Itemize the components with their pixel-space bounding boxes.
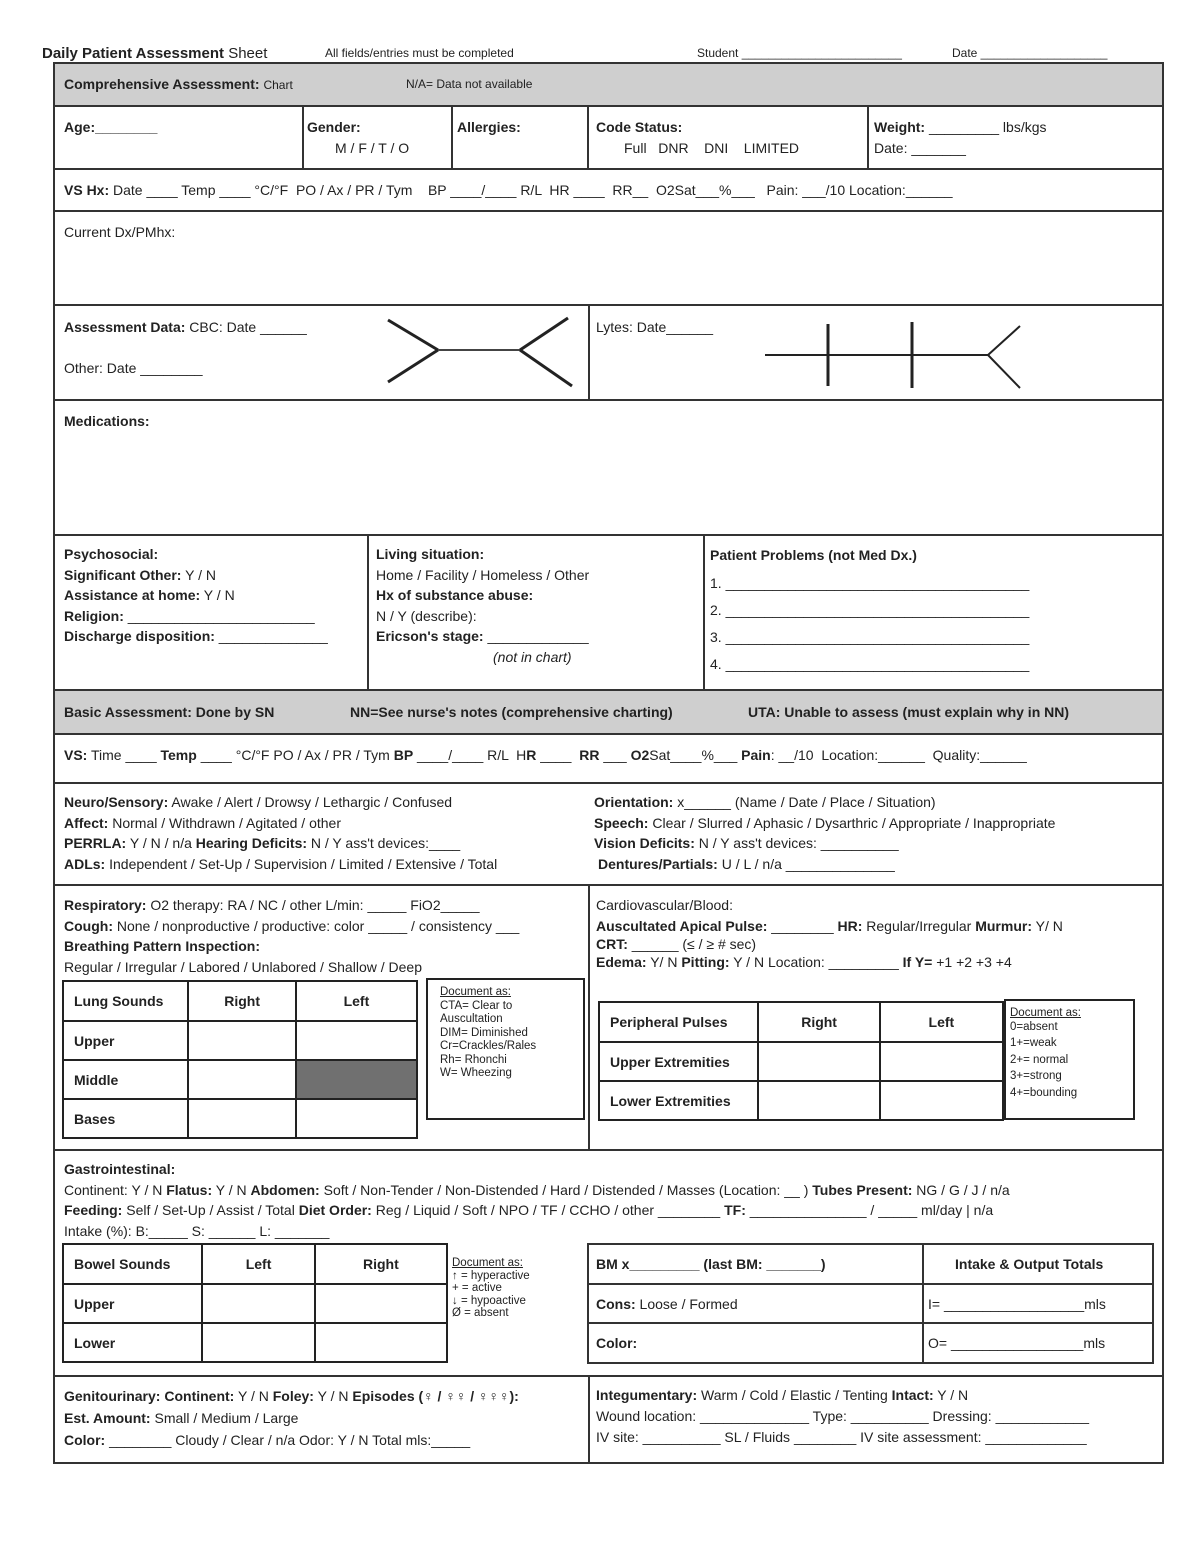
speech-field[interactable]: Speech: Clear / Slurred / Aphasic / Dysarthric / Appropriate / Inappropriate: [594, 814, 1056, 831]
integ-row-1[interactable]: Integumentary: Warm / Cold / Elastic / Tenting Intact: Y / N: [596, 1387, 969, 1403]
cough-field[interactable]: Cough: None / nonproductive / productive: color _____ / consistency ___: [64, 917, 520, 934]
medications-label[interactable]: Medications:: [64, 413, 150, 429]
not-in-chart-note: (not in chart): [493, 648, 572, 665]
bm-field[interactable]: BM x_________ (last BM: _______): [596, 1256, 826, 1272]
problem-3[interactable]: 3. _______________________________________: [710, 629, 1030, 645]
lung-row-label: Middle: [63, 1060, 188, 1099]
breathing-pattern-label: Breathing Pattern Inspection:: [64, 938, 261, 954]
lung-sounds-table: [62, 980, 418, 1139]
pulse-header: Peripheral Pulses: [599, 1002, 758, 1042]
iv-field[interactable]: IV site: __________ SL / Fluids ________ IV site assessment: _____________: [596, 1429, 1087, 1445]
gi-feeding-row[interactable]: Feeding: Self / Set-Up / Assist / Total Diet Order: Reg / Liquid / Soft / NPO / TF / CCHO / other ________ TF: _______________ / _____ ml/day | n/a: [64, 1202, 994, 1218]
lytes-field[interactable]: Lytes: Date______: [596, 319, 714, 335]
bowel-header: Left: [202, 1244, 314, 1284]
crt-field[interactable]: CRT: ______ (≤ / ≥ # sec): [596, 936, 757, 952]
gu-block: [64, 1385, 519, 1451]
bowel-header: Right: [315, 1244, 447, 1284]
io-title: Intake & Output Totals: [955, 1256, 1104, 1272]
apical-pulse-field[interactable]: Auscultated Apical Pulse: ________ HR: Regular/Irregular Murmur: Y/ N: [596, 917, 1063, 934]
affect-field[interactable]: Affect: Normal / Withdrawn / Agitated / other: [64, 814, 341, 831]
lung-header: Left: [296, 981, 417, 1021]
pulse-lower-left-cell[interactable]: [880, 1081, 1003, 1120]
vision-field[interactable]: Vision Deficits: N / Y ass't devices: __________: [594, 835, 899, 851]
cons-field[interactable]: Cons: Loose / Formed: [596, 1296, 738, 1312]
comprehensive-label: Comprehensive Assessment: Chart: [64, 76, 293, 92]
basic-label: Basic Assessment: Done by SN: [64, 704, 275, 720]
peripheral-pulses-table: [598, 1001, 1004, 1121]
significant-other-field[interactable]: Significant Other: Y / N: [64, 566, 216, 583]
lung-row-label: Upper: [63, 1021, 188, 1060]
gi-intake-row[interactable]: Intake (%): B:_____ S: ______ L: _______: [64, 1222, 330, 1239]
gi-continent-row[interactable]: Continent: Y / N Flatus: Y / N Abdomen: Soft / Non-Tender / Non-Distended / Hard / Distended / Masses (Location: __ ) Tubes Present: NG / G / J / n/a: [64, 1181, 1010, 1198]
neuro-field[interactable]: Neuro/Sensory: Awake / Alert / Drowsy / Lethargic / Confused: [64, 794, 453, 810]
pulse-row-label: Upper Extremities: [599, 1042, 758, 1081]
pulse-lower-right-cell[interactable]: [758, 1081, 879, 1120]
bowel-lower-left-cell[interactable]: [202, 1323, 314, 1362]
perrla-field[interactable]: PERRLA: Y / N / n/a Hearing Deficits: N / Y ass't devices:____: [64, 835, 461, 851]
cbc-fishbone-icon: [380, 312, 580, 392]
output-total-field[interactable]: O= _________________mls: [928, 1335, 1106, 1351]
form-title: Daily Patient Assessment Sheet: [42, 45, 268, 62]
gu-color-row[interactable]: Color: ________ Cloudy / Clear / n/a Odor: Y / N Total mls:_____: [64, 1432, 471, 1448]
neuro-left-block: [64, 792, 497, 874]
bowel-header: Bowel Sounds: [63, 1244, 202, 1284]
psychosocial-title: Psychosocial:: [64, 546, 159, 562]
intake-total-field[interactable]: I= __________________mls: [928, 1296, 1106, 1312]
other-date-field[interactable]: Other: Date ________: [64, 360, 203, 376]
bowel-sounds-table: [62, 1243, 448, 1363]
pulse-upper-left-cell[interactable]: [880, 1042, 1003, 1081]
orientation-field[interactable]: Orientation: x______ (Name / Date / Place / Situation): [594, 794, 936, 810]
lytes-fishbone-icon: [760, 318, 1030, 393]
lung-row-label: Bases: [63, 1099, 188, 1138]
lung-header: Right: [188, 981, 295, 1021]
header-note: All fields/entries must be completed: [325, 46, 514, 60]
adl-field[interactable]: ADLs: Independent / Set-Up / Supervision / Limited / Extensive / Total: [64, 855, 498, 872]
pulse-upper-right-cell[interactable]: [758, 1042, 879, 1081]
living-block: [376, 544, 589, 667]
respiratory-block: [64, 895, 519, 977]
lung-upper-left-cell[interactable]: [296, 1021, 417, 1060]
pulse-header: Right: [758, 1002, 879, 1042]
weight-date-field[interactable]: Date: _______: [874, 140, 966, 156]
problem-4[interactable]: 4. _______________________________________: [710, 656, 1030, 672]
problem-1[interactable]: 1. _______________________________________: [710, 575, 1030, 591]
gender-options[interactable]: M / F / T / O: [335, 140, 410, 156]
wound-field[interactable]: Wound location: ______________ Type: __________ Dressing: ____________: [596, 1408, 1090, 1424]
cardio-block: [596, 895, 1063, 973]
nn-note: NN=See nurse's notes (comprehensive charting): [350, 704, 673, 720]
bowel-lower-right-cell[interactable]: [315, 1323, 447, 1362]
discharge-field[interactable]: Discharge disposition: ______________: [64, 628, 328, 644]
bowel-upper-right-cell[interactable]: [315, 1284, 447, 1323]
student-field[interactable]: Student ________________________: [697, 46, 902, 60]
lung-legend: Document as: CTA= Clear to Auscultation DIM= Diminished Cr=Crackles/Rales Rh= Rhonchi W= Wheezing: [426, 978, 585, 1120]
substance-label: Hx of substance abuse:: [376, 587, 534, 603]
bowel-row-label: Lower: [63, 1323, 202, 1362]
breathing-pattern-options[interactable]: Regular / Irregular / Labored / Unlabored / Shallow / Deep: [64, 958, 422, 975]
lung-middle-left-shaded-cell: [296, 1060, 417, 1099]
bm-color-field[interactable]: Color:: [596, 1335, 638, 1351]
code-status-label: Code Status:: [596, 119, 683, 135]
bowel-row-label: Upper: [63, 1284, 202, 1323]
living-options[interactable]: Home / Facility / Homeless / Other: [376, 566, 590, 583]
current-dx-label[interactable]: Current Dx/PMhx:: [64, 224, 176, 240]
substance-field[interactable]: N / Y (describe):: [376, 607, 477, 624]
lung-middle-right-cell[interactable]: [188, 1060, 295, 1099]
gi-block: [64, 1159, 1010, 1241]
lung-bases-right-cell[interactable]: [188, 1099, 295, 1138]
dentures-field[interactable]: Dentures/Partials: U / L / n/a ______________: [598, 855, 895, 872]
living-title: Living situation:: [376, 546, 485, 562]
gu-row-1[interactable]: Genitourinary: Continent: Y / N Foley: Y / N Episodes (♀ / ♀♀ / ♀♀♀):: [64, 1388, 519, 1404]
o2-therapy-field[interactable]: Respiratory: O2 therapy: RA / NC / other L/min: _____ FiO2_____: [64, 897, 480, 913]
vs-hx-row[interactable]: VS Hx: Date ____ Temp ____ °C/°F PO / Ax / PR / Tym BP ____/____ R/L HR ____ RR__ O2Sat___%___ Pain: ___/10 Location:______: [64, 182, 953, 198]
pulse-row-label: Lower Extremities: [599, 1081, 758, 1120]
ericson-field[interactable]: Ericson's stage: _____________: [376, 628, 589, 644]
code-status-options[interactable]: Full DNR DNI LIMITED: [624, 140, 800, 156]
pulse-header: Left: [880, 1002, 1003, 1042]
lung-bases-left-cell[interactable]: [296, 1099, 417, 1138]
assistance-field[interactable]: Assistance at home: Y / N: [64, 587, 235, 603]
bowel-legend: Document as: ↑ = hyperactive + = active ↓ = hypoactive Ø = absent: [452, 1257, 530, 1319]
cardio-title: Cardiovascular/Blood:: [596, 897, 733, 913]
neuro-right-block: [594, 792, 1055, 874]
weight-field[interactable]: Weight: _________ lbs/kgs: [874, 119, 1047, 135]
patient-problems-title: Patient Problems (not Med Dx.): [710, 547, 917, 563]
pulse-legend: Document as: 0=absent 1+=weak 2+= normal 3+=strong 4+=bounding: [1004, 999, 1135, 1120]
age-field[interactable]: Age:________: [64, 119, 158, 135]
integ-block: [596, 1385, 1089, 1448]
problem-2[interactable]: 2. _______________________________________: [710, 602, 1030, 618]
religion-field[interactable]: Religion: ________________________: [64, 607, 315, 624]
allergies-field[interactable]: Allergies:: [457, 119, 521, 135]
na-note: N/A= Data not available: [406, 77, 533, 91]
gi-title: Gastrointestinal:: [64, 1161, 176, 1177]
psychosocial-block: [64, 544, 328, 647]
date-field[interactable]: Date ___________________: [952, 46, 1108, 60]
bowel-upper-left-cell[interactable]: [202, 1284, 314, 1323]
cbc-field[interactable]: Assessment Data: CBC: Date ______: [64, 319, 307, 335]
gu-amount-field[interactable]: Est. Amount: Small / Medium / Large: [64, 1410, 299, 1426]
edema-field[interactable]: Edema: Y/ N Pitting: Y / N Location: _________ If Y= +1 +2 +3 +4: [596, 954, 1012, 970]
lung-header: Lung Sounds: [63, 981, 188, 1021]
uta-note: UTA: Unable to assess (must explain why in NN): [748, 704, 1070, 720]
vs-row[interactable]: VS: Time ____ Temp ____ °C/°F PO / Ax / PR / Tym BP ____/____ R/L HR ____ RR ___ O2Sat____%___ Pain: __/10 Location:______ Quality:______: [64, 747, 1027, 763]
gender-label: Gender:: [307, 119, 361, 135]
lung-upper-right-cell[interactable]: [188, 1021, 295, 1060]
